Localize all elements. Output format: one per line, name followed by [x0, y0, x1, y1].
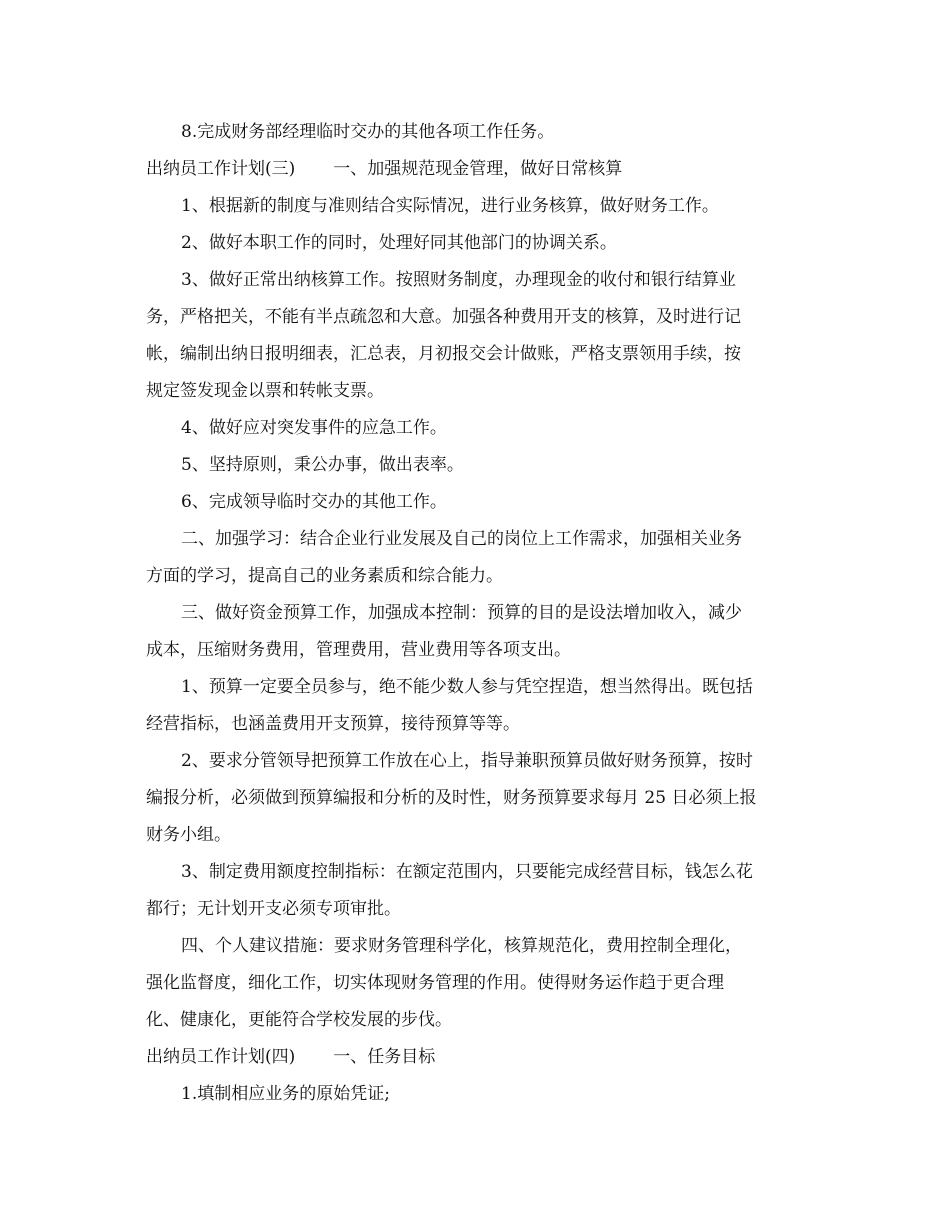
text-line — [146, 447, 810, 484]
text-line — [146, 743, 810, 780]
line-text: 3、做好正常出纳核算工作。按照财务制度，办理现金的收付和银行结算业 — [181, 270, 736, 290]
line-text: 务，严格把关，不能有半点疏忽和大意。加强各种费用开支的核算，及时进行记 — [146, 307, 741, 327]
line-text: 规定签发现金以票和转帐支票。 — [146, 381, 384, 401]
text-line — [146, 521, 810, 558]
line-text: 8.完成财务部经理临时交办的其他各项工作任务。 — [181, 122, 555, 142]
line-text: 财务小组。 — [146, 825, 231, 845]
text-line — [146, 891, 810, 928]
line-text: 帐，编制出纳日报明细表，汇总表，月初报交会计做账，严格支票领用手续，按 — [146, 344, 741, 364]
text-line — [146, 965, 810, 1002]
line-text: 二、加强学习：结合企业行业发展及自己的岗位上工作需求，加强相关业务 — [181, 529, 742, 549]
line-text: 强化监督度，细化工作，切实体现财务管理的作用。使得财务运作趋于更合理 — [146, 973, 724, 993]
line-text: 3、制定费用额度控制指标：在额定范围内，只要能完成经营目标，钱怎么花 — [181, 862, 753, 882]
section-heading: 出纳员工作计划(四) — [146, 1047, 296, 1067]
line-text: 4、做好应对突发事件的应急工作。 — [181, 418, 447, 438]
line-text: 都行；无计划开支必须专项审批。 — [146, 899, 401, 919]
line-text: 1、根据新的制度与准则结合实际情况，进行业务核算，做好财务工作。 — [181, 196, 719, 216]
text-line — [146, 1002, 810, 1039]
line-text: 方面的学习，提高自己的业务素质和综合能力。 — [146, 566, 503, 586]
line-text: 2、做好本职工作的同时，处理好同其他部门的协调关系。 — [181, 233, 617, 253]
text-line — [146, 225, 810, 262]
line-text: 四、个人建议措施：要求财务管理科学化，核算规范化，费用控制全理化， — [181, 936, 742, 956]
line-text: 编报分析，必须做到预算编报和分析的及时性，财务预算要求每月 25 日必须上报 — [146, 788, 757, 808]
text-line — [146, 706, 810, 743]
line-text: 化、健康化，更能符合学校发展的步伐。 — [146, 1010, 452, 1030]
text-line — [146, 854, 810, 891]
text-line — [146, 114, 810, 151]
section-heading-line — [146, 151, 810, 188]
line-text: 1.填制相应业务的原始凭证; — [181, 1084, 390, 1104]
text-line — [146, 1076, 810, 1113]
line-text: 1、预算一定要全员参与，绝不能少数人参与凭空捏造，想当然得出。既包括 — [181, 677, 753, 697]
text-line — [146, 410, 810, 447]
text-line — [146, 336, 810, 373]
document-body — [146, 114, 810, 1113]
line-text: 6、完成领导临时交办的其他工作。 — [181, 492, 447, 512]
line-text: 成本，压缩财务费用，管理费用，营业费用等各项支出。 — [146, 640, 571, 660]
text-line — [146, 188, 810, 225]
text-line — [146, 595, 810, 632]
text-line — [146, 817, 810, 854]
section-heading-line — [146, 1039, 810, 1076]
line-text: 经营指标，也涵盖费用开支预算，接待预算等等。 — [146, 714, 520, 734]
text-line — [146, 558, 810, 595]
text-line — [146, 373, 810, 410]
line-text: 一、加强规范现金管理，做好日常核算 — [333, 159, 623, 179]
text-line — [146, 780, 810, 817]
section-heading: 出纳员工作计划(三) — [146, 159, 296, 179]
text-line — [146, 928, 810, 965]
line-text: 5、坚持原则，秉公办事，做出表率。 — [181, 455, 464, 475]
text-line — [146, 669, 810, 706]
text-line — [146, 632, 810, 669]
text-line — [146, 484, 810, 521]
line-text: 三、做好资金预算工作，加强成本控制：预算的目的是设法增加收入，减少 — [181, 603, 742, 623]
line-text: 一、任务目标 — [333, 1047, 436, 1067]
text-line — [146, 299, 810, 336]
line-text: 2、要求分管领导把预算工作放在心上，指导兼职预算员做好财务预算，按时 — [181, 751, 753, 771]
text-line — [146, 262, 810, 299]
